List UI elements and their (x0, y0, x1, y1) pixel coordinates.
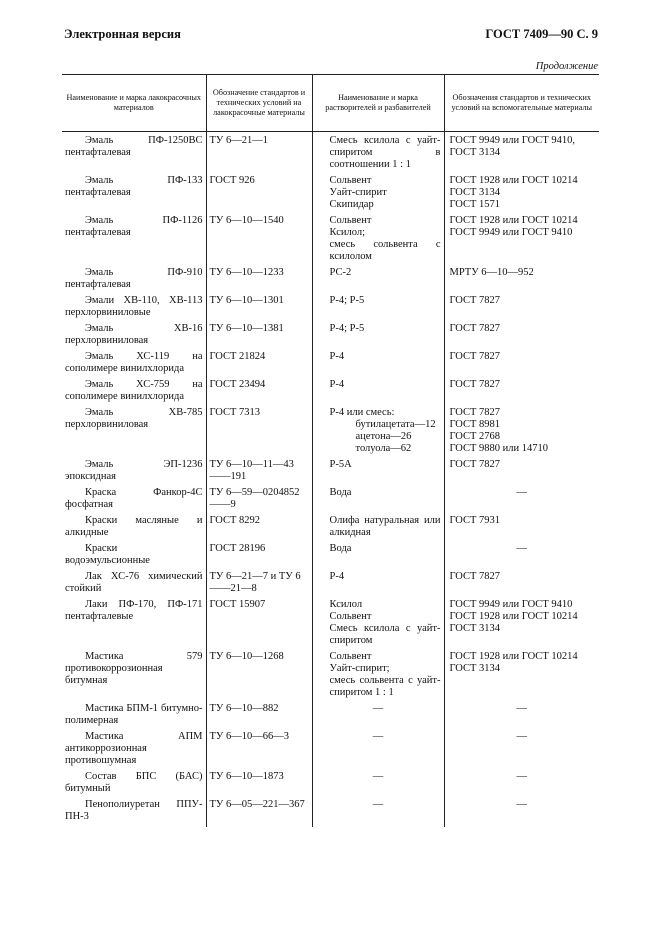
table-row (62, 771, 599, 799)
material-name-text: Эмаль ХС-759 на сополимере винилхлорида (65, 379, 203, 402)
solvent-line: Смесь ксилола с уайт-спиритом (329, 623, 441, 646)
cell-aux-standard (444, 323, 599, 351)
table-row (62, 599, 599, 651)
solvent-line: Вода (329, 487, 352, 498)
cell-solvent (312, 323, 444, 351)
cell-material-standard: ТУ 6—10—1233 (206, 267, 312, 295)
cell-material-standard: ТУ 6—59—0204852——9 (206, 487, 312, 515)
cell-material-standard: ТУ 6—21—1 (206, 132, 312, 176)
cell-aux-standard (444, 459, 599, 487)
cell-material-name (62, 651, 206, 703)
cell-material-name (62, 351, 206, 379)
cell-aux-standard (444, 379, 599, 407)
aux-standard-line: ГОСТ 7827 (449, 295, 501, 306)
aux-standard-line: ГОСТ 7827 (449, 459, 501, 470)
solvent-line: Р-4; Р-5 (329, 295, 365, 306)
cell-solvent (312, 487, 444, 515)
cell-aux-standard (444, 407, 599, 459)
material-name-text: Краска Фанкор-4С фосфатная (65, 487, 203, 510)
aux-standard-line: ГОСТ 8981 (449, 419, 501, 430)
material-name-text: Мастика БПМ-1 битумно-полимерная (65, 703, 203, 726)
table-row (62, 543, 599, 571)
cell-solvent (312, 771, 444, 799)
material-name-text: Эмаль ПФ-1126 пентафталевая (65, 215, 203, 238)
cell-aux-standard (444, 731, 599, 771)
cell-material-standard: ГОСТ 21824 (206, 351, 312, 379)
solvent-line: Уайт-спирит; (329, 663, 390, 674)
solvent-line: Сольвент (329, 175, 372, 186)
cell-material-standard: ТУ 6—21—7 и ТУ 6——21—8 (206, 571, 312, 599)
cell-aux-standard (444, 351, 599, 379)
material-name-text: Краски масляные и алкидные (65, 515, 203, 538)
solvent-line: Олифа натуральная или алкидная (329, 515, 441, 538)
solvent-line: бутилацетата—12 (355, 419, 436, 430)
material-name-text: Лак ХС-76 химический стойкий (65, 571, 203, 594)
cell-material-name (62, 379, 206, 407)
cell-solvent (312, 543, 444, 571)
table-header (62, 75, 599, 132)
solvent-line: Р-4 или смесь: (329, 407, 395, 418)
aux-standard-line: ГОСТ 3134 (449, 147, 501, 158)
aux-standard-line: — (516, 731, 527, 742)
cell-material-name (62, 799, 206, 827)
aux-standard-line: ГОСТ 3134 (449, 623, 501, 634)
aux-standard-line: ГОСТ 1928 или ГОСТ 10214 (449, 215, 578, 226)
aux-standard-line: ГОСТ 7827 (449, 323, 501, 334)
table-row (62, 731, 599, 771)
cell-material-name (62, 599, 206, 651)
cell-material-standard: ТУ 6—10—11—43——191 (206, 459, 312, 487)
cell-material-standard: ГОСТ 8292 (206, 515, 312, 543)
cell-solvent (312, 731, 444, 771)
table-row (62, 407, 599, 459)
cell-material-standard: ТУ 6—10—1873 (206, 771, 312, 799)
cell-material-name (62, 295, 206, 323)
cell-aux-standard (444, 651, 599, 703)
solvent-line: Р-4; Р-5 (329, 323, 365, 334)
table-row (62, 487, 599, 515)
column-header-aux-standard: Обозначения стандартов и технических условий на вспомогательные материалы (444, 75, 599, 132)
material-name-text: Мастика АПМ антикоррозионная противошумная (65, 731, 203, 766)
cell-solvent (312, 651, 444, 703)
cell-aux-standard (444, 571, 599, 599)
materials-table (62, 74, 599, 827)
cell-material-standard: ТУ 6—10—1268 (206, 651, 312, 703)
table-row (62, 651, 599, 703)
cell-material-name (62, 543, 206, 571)
material-name-text: Лаки ПФ-170, ПФ-171 пентафталевые (65, 599, 203, 622)
cell-material-standard: ГОСТ 23494 (206, 379, 312, 407)
cell-aux-standard (444, 543, 599, 571)
solvent-line: смесь сольвента с уайт-спиритом 1 : 1 (329, 675, 441, 698)
material-name-text: Эмаль ЭП-1236 эпоксидная (65, 459, 203, 482)
solvent-line: Уайт-спирит (329, 187, 387, 198)
solvent-line: — (372, 771, 384, 782)
solvent-line: — (372, 731, 384, 742)
cell-solvent (312, 599, 444, 651)
solvent-line: Скипидар (329, 199, 374, 210)
aux-standard-line: ГОСТ 3134 (449, 663, 501, 674)
cell-material-name (62, 771, 206, 799)
solvent-line: — (372, 703, 384, 714)
cell-material-name (62, 267, 206, 295)
cell-aux-standard (444, 599, 599, 651)
table-row (62, 132, 599, 176)
cell-aux-standard (444, 703, 599, 731)
aux-standard-line: ГОСТ 1928 или ГОСТ 10214 (449, 651, 578, 662)
aux-standard-line: ГОСТ 1571 (449, 199, 501, 210)
solvent-line: Вода (329, 543, 352, 554)
solvent-line: Сольвент (329, 651, 372, 662)
cell-material-standard: ГОСТ 7313 (206, 407, 312, 459)
solvent-line: Р-5А (329, 459, 352, 470)
table-row (62, 515, 599, 543)
material-name-text: Эмаль ПФ-910 пентафталевая (65, 267, 203, 290)
material-name-text: Состав БПС (БАС) битумный (65, 771, 203, 794)
solvent-line: Сольвент (329, 611, 372, 622)
material-name-text: Эмаль ПФ-1250ВС пентафталевая (65, 135, 203, 158)
cell-aux-standard (444, 515, 599, 543)
cell-material-standard: ТУ 6—10—1301 (206, 295, 312, 323)
cell-solvent (312, 267, 444, 295)
cell-material-standard: ТУ 6—05—221—367 (206, 799, 312, 827)
aux-standard-line: — (516, 543, 527, 554)
aux-standard-line: ГОСТ 9880 или 14710 (449, 443, 549, 454)
aux-standard-line: ГОСТ 7827 (449, 571, 501, 582)
table-row (62, 215, 599, 267)
cell-aux-standard (444, 175, 599, 215)
table-row (62, 703, 599, 731)
cell-material-standard: ТУ 6—10—1540 (206, 215, 312, 267)
table-row (62, 323, 599, 351)
header-edition-label: Электронная версия (64, 27, 181, 41)
solvent-line: Ксилол (329, 599, 363, 610)
aux-standard-line: ГОСТ 1928 или ГОСТ 10214 (449, 175, 578, 186)
material-name-text: Мастика 579 противокоррозионная битумная (65, 651, 203, 686)
aux-standard-line: — (516, 703, 527, 714)
cell-solvent (312, 295, 444, 323)
continuation-label: Продолжение (535, 61, 598, 72)
column-header-material-standard: Обозначение стандартов и технических условий на лакокрасочные материалы (206, 75, 312, 132)
cell-solvent (312, 132, 444, 176)
cell-material-standard: ТУ 6—10—66—3 (206, 731, 312, 771)
material-name-text: Эмаль ПФ-133 пентафталевая (65, 175, 203, 198)
table-row (62, 295, 599, 323)
table-row (62, 379, 599, 407)
cell-solvent (312, 799, 444, 827)
table-row (62, 571, 599, 599)
cell-material-name (62, 515, 206, 543)
aux-standard-line: — (516, 487, 527, 498)
aux-standard-line: ГОСТ 9949 или ГОСТ 9410 (449, 227, 573, 238)
solvent-line: смесь сольвента с ксилолом (329, 239, 441, 262)
aux-standard-line: МРТУ 6—10—952 (449, 267, 534, 278)
cell-solvent (312, 379, 444, 407)
cell-aux-standard (444, 132, 599, 176)
cell-material-name (62, 703, 206, 731)
cell-aux-standard (444, 487, 599, 515)
cell-material-name (62, 571, 206, 599)
cell-material-name (62, 132, 206, 176)
cell-material-name (62, 323, 206, 351)
column-header-solvent: Наименование и марка растворителей и разбавителей (312, 75, 444, 132)
material-name-text: Эмаль ХВ-16 перхлорвиниловая (65, 323, 203, 346)
aux-standard-line: ГОСТ 9949 или ГОСТ 9410, (449, 135, 575, 146)
cell-aux-standard (444, 215, 599, 267)
solvent-line: толуола—62 (355, 443, 412, 454)
table-row (62, 175, 599, 215)
aux-standard-line: — (516, 771, 527, 782)
aux-standard-line: ГОСТ 1928 или ГОСТ 10214 (449, 611, 578, 622)
solvent-line: Р-4 (329, 379, 345, 390)
solvent-line: Р-4 (329, 571, 345, 582)
aux-standard-line: ГОСТ 7827 (449, 407, 501, 418)
cell-solvent (312, 175, 444, 215)
cell-material-name (62, 459, 206, 487)
aux-standard-line: ГОСТ 3134 (449, 187, 501, 198)
aux-standard-line: ГОСТ 7931 (449, 515, 501, 526)
aux-standard-line: — (516, 799, 527, 810)
cell-aux-standard (444, 771, 599, 799)
material-name-text: Краски водоэмульсионные (65, 543, 150, 566)
table-row (62, 799, 599, 827)
cell-material-standard: ТУ 6—10—882 (206, 703, 312, 731)
cell-material-name (62, 215, 206, 267)
cell-aux-standard (444, 799, 599, 827)
column-header-material: Наименование и марка лакокрасочных материалов (62, 75, 206, 132)
cell-material-name (62, 487, 206, 515)
cell-aux-standard (444, 267, 599, 295)
solvent-line: Ксилол; (329, 227, 366, 238)
material-name-text: Эмаль ХВ-785 перхлорвиниловая (65, 407, 203, 430)
cell-material-standard: ТУ 6—10—1381 (206, 323, 312, 351)
solvent-line: Смесь ксилола с уайт-спиритом в соотношении 1 : 1 (329, 135, 441, 170)
cell-solvent (312, 571, 444, 599)
solvent-line: Р-4 (329, 351, 345, 362)
material-name-text: Эмали ХВ-110, ХВ-113 перхлорвиниловые (65, 295, 203, 318)
cell-material-name (62, 175, 206, 215)
cell-material-standard: ГОСТ 15907 (206, 599, 312, 651)
table-row (62, 459, 599, 487)
cell-solvent (312, 703, 444, 731)
solvent-line: РС-2 (329, 267, 352, 278)
aux-standard-line: ГОСТ 9949 или ГОСТ 9410 (449, 599, 573, 610)
table-row (62, 351, 599, 379)
solvent-line: Сольвент (329, 215, 372, 226)
table-row (62, 267, 599, 295)
material-name-text: Пенополиуретан ППУ-ПН-3 (65, 799, 203, 822)
cell-solvent (312, 407, 444, 459)
solvent-line: ацетона—26 (355, 431, 412, 442)
aux-standard-line: ГОСТ 7827 (449, 379, 501, 390)
material-name-text: Эмаль ХС-119 на сополимере винилхлорида (65, 351, 203, 374)
aux-standard-line: ГОСТ 7827 (449, 351, 501, 362)
cell-material-standard: ГОСТ 28196 (206, 543, 312, 571)
table-body (62, 132, 599, 828)
cell-solvent (312, 215, 444, 267)
cell-material-standard: ГОСТ 926 (206, 175, 312, 215)
cell-material-name (62, 407, 206, 459)
aux-standard-line: ГОСТ 2768 (449, 431, 501, 442)
cell-material-name (62, 731, 206, 771)
cell-solvent (312, 515, 444, 543)
cell-aux-standard (444, 295, 599, 323)
header-standard-page: ГОСТ 7409—90 С. 9 (485, 27, 598, 41)
cell-solvent (312, 351, 444, 379)
solvent-line: — (372, 799, 384, 810)
cell-solvent (312, 459, 444, 487)
